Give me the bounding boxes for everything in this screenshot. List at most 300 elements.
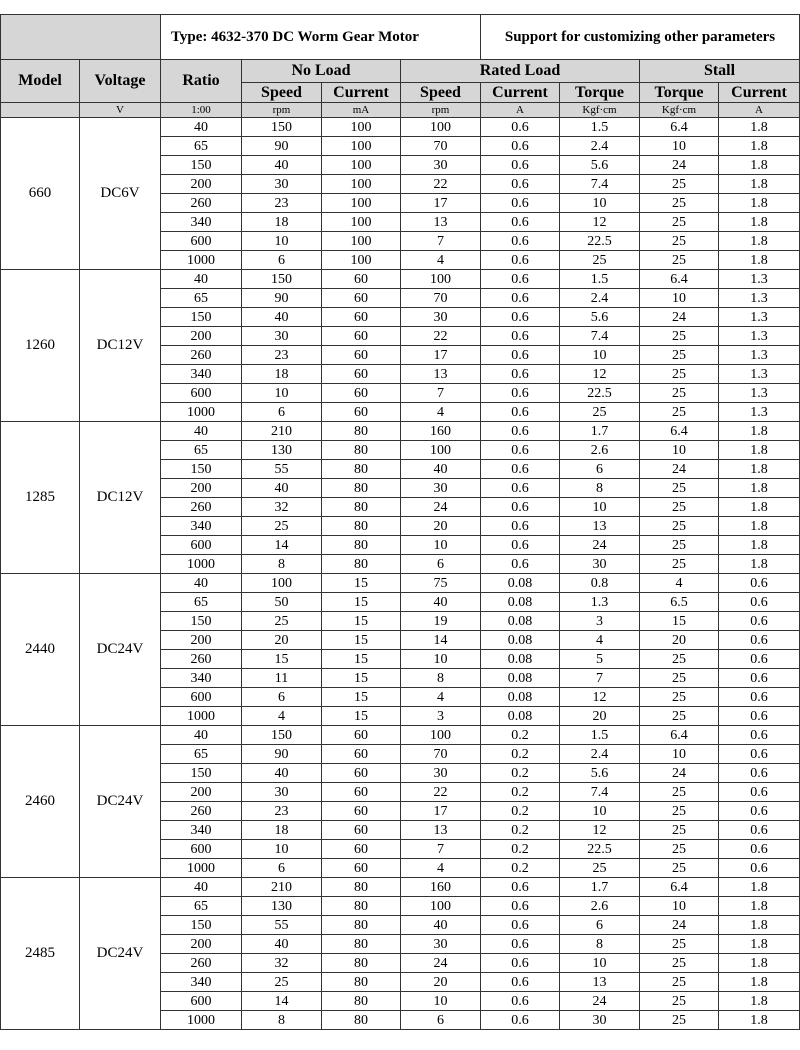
table-cell: 200 [161,327,242,346]
col-header-ratio: Ratio [161,60,242,103]
table-cell: 65 [161,745,242,764]
table-cell: 1.7 [560,878,640,897]
table-cell: 600 [161,992,242,1011]
table-cell: 0.6 [481,460,560,479]
table-cell: 10 [242,232,322,251]
table-cell: 1.7 [560,422,640,441]
type-title: Type: 4632-370 DC Worm Gear Motor [161,15,481,60]
table-cell: 30 [401,764,481,783]
table-cell: 25 [640,403,719,422]
table-cell: 25 [242,612,322,631]
table-cell: 8 [242,555,322,574]
table-cell: 340 [161,517,242,536]
table-cell: 0.6 [481,992,560,1011]
table-cell: 0.6 [481,897,560,916]
table-cell: 25 [640,669,719,688]
table-cell: 210 [242,422,322,441]
table-cell: 7 [560,669,640,688]
table-cell: 6.5 [640,593,719,612]
table-cell: 13 [401,213,481,232]
table-cell: 30 [401,308,481,327]
table-cell: 0.6 [481,213,560,232]
table-cell: 60 [322,270,401,289]
table-cell: 0.6 [481,251,560,270]
table-cell: 5 [560,650,640,669]
table-cell: 1000 [161,555,242,574]
table-cell: 100 [401,270,481,289]
table-cell: 150 [161,916,242,935]
col-header-model: Model [1,60,80,103]
table-cell: 8 [401,669,481,688]
table-cell: 25 [640,251,719,270]
table-cell: 70 [401,289,481,308]
unit-cell: mA [322,103,401,118]
table-cell: 30 [242,783,322,802]
table-cell: 6 [560,460,640,479]
table-cell: 7 [401,840,481,859]
table-row [1,878,800,897]
table-cell: 10 [242,384,322,403]
table-cell: 0.2 [481,726,560,745]
table-cell: 0.08 [481,612,560,631]
sub-header-rated-current: Current [481,83,560,103]
table-cell: 0.6 [481,422,560,441]
table-cell: 25 [640,688,719,707]
table-cell: 600 [161,536,242,555]
table-cell: 10 [401,650,481,669]
table-cell: 2.6 [560,441,640,460]
table-cell: 12 [560,213,640,232]
table-cell: 150 [161,764,242,783]
table-cell: 24 [640,308,719,327]
table-cell: 100 [322,213,401,232]
table-cell: 1000 [161,707,242,726]
table-cell: 6.4 [640,878,719,897]
table-cell: 65 [161,897,242,916]
table-cell: 22 [401,327,481,346]
table-cell: 20 [401,973,481,992]
table-cell: 1.8 [719,973,800,992]
spec-table [0,14,800,1030]
table-cell: 0.6 [481,270,560,289]
table-cell: 1.3 [719,384,800,403]
table-cell: 60 [322,745,401,764]
table-cell: 0.6 [719,821,800,840]
table-cell: 200 [161,783,242,802]
sub-header-stall-torque: Torque [640,83,719,103]
table-cell: 40 [401,593,481,612]
table-cell: 25 [640,783,719,802]
table-cell: 0.2 [481,859,560,878]
table-cell: 10 [242,840,322,859]
table-cell: 1.8 [719,517,800,536]
table-cell: 6 [242,688,322,707]
table-row [1,422,800,441]
table-cell: 18 [242,365,322,384]
model-cell: 1285 [1,422,80,574]
table-cell: 1.3 [719,270,800,289]
table-cell: 25 [640,365,719,384]
table-cell: 15 [322,707,401,726]
unit-cell-blank [1,103,80,118]
table-cell: 6 [242,403,322,422]
voltage-cell: DC12V [80,422,161,574]
table-cell: 6.4 [640,270,719,289]
table-cell: 30 [560,555,640,574]
unit-cell: A [719,103,800,118]
table-cell: 260 [161,194,242,213]
table-cell: 24 [401,954,481,973]
table-cell: 25 [640,213,719,232]
table-cell: 600 [161,384,242,403]
group-header-stall: Stall [640,60,800,83]
table-cell: 160 [401,878,481,897]
voltage-cell: DC24V [80,574,161,726]
table-cell: 260 [161,802,242,821]
table-cell: 0.2 [481,783,560,802]
table-cell: 60 [322,346,401,365]
table-cell: 11 [242,669,322,688]
table-cell: 0.6 [719,764,800,783]
table-cell: 80 [322,935,401,954]
table-cell: 1.8 [719,232,800,251]
table-cell: 24 [640,156,719,175]
table-cell: 0.6 [719,669,800,688]
table-cell: 10 [401,992,481,1011]
table-cell: 0.8 [560,574,640,593]
model-cell: 1260 [1,270,80,422]
table-cell: 17 [401,802,481,821]
table-cell: 80 [322,992,401,1011]
table-cell: 10 [560,954,640,973]
table-cell: 6.4 [640,118,719,137]
table-cell: 8 [560,935,640,954]
table-cell: 8 [242,1011,322,1030]
table-cell: 40 [242,935,322,954]
table-cell: 10 [640,289,719,308]
table-cell: 0.2 [481,802,560,821]
table-cell: 15 [322,688,401,707]
table-cell: 80 [322,498,401,517]
table-cell: 24 [560,992,640,1011]
sub-header-rated-torque: Torque [560,83,640,103]
table-cell: 10 [640,897,719,916]
table-cell: 80 [322,422,401,441]
table-cell: 80 [322,460,401,479]
table-cell: 25 [640,992,719,1011]
table-cell: 40 [161,118,242,137]
table-cell: 25 [640,346,719,365]
table-cell: 30 [401,935,481,954]
col-header-voltage: Voltage [80,60,161,103]
table-cell: 0.08 [481,631,560,650]
table-cell: 100 [322,232,401,251]
table-cell: 40 [161,422,242,441]
table-cell: 0.6 [481,346,560,365]
table-cell: 1.3 [719,365,800,384]
table-cell: 7.4 [560,175,640,194]
table-cell: 15 [640,612,719,631]
table-cell: 1.8 [719,536,800,555]
table-cell: 12 [560,821,640,840]
table-cell: 17 [401,194,481,213]
table-cell: 60 [322,726,401,745]
table-cell: 60 [322,783,401,802]
table-cell: 25 [640,232,719,251]
table-cell: 1.5 [560,726,640,745]
table-cell: 1.8 [719,194,800,213]
table-cell: 150 [161,308,242,327]
table-cell: 40 [242,479,322,498]
table-cell: 22 [401,175,481,194]
table-cell: 1.8 [719,460,800,479]
table-cell: 100 [401,118,481,137]
table-cell: 20 [401,517,481,536]
table-cell: 6.4 [640,422,719,441]
table-cell: 6.4 [640,726,719,745]
table-cell: 6 [242,859,322,878]
sub-header-rated-speed: Speed [401,83,481,103]
table-cell: 13 [560,973,640,992]
model-cell: 2485 [1,878,80,1030]
table-cell: 15 [322,669,401,688]
voltage-cell: DC6V [80,118,161,270]
table-cell: 5.6 [560,764,640,783]
table-cell: 10 [640,137,719,156]
table-cell: 65 [161,137,242,156]
voltage-cell: DC24V [80,726,161,878]
table-cell: 80 [322,878,401,897]
table-cell: 7 [401,384,481,403]
table-cell: 15 [322,650,401,669]
table-cell: 260 [161,498,242,517]
table-cell: 0.6 [481,137,560,156]
table-cell: 30 [242,175,322,194]
table-cell: 200 [161,631,242,650]
table-cell: 90 [242,745,322,764]
table-cell: 65 [161,593,242,612]
table-cell: 1.8 [719,935,800,954]
table-cell: 0.6 [481,232,560,251]
table-cell: 1.8 [719,1011,800,1030]
table-cell: 65 [161,441,242,460]
table-cell: 18 [242,821,322,840]
table-cell: 150 [242,726,322,745]
table-cell: 100 [322,137,401,156]
table-cell: 0.08 [481,688,560,707]
table-cell: 15 [322,631,401,650]
table-cell: 340 [161,821,242,840]
table-cell: 25 [640,175,719,194]
table-cell: 0.08 [481,574,560,593]
table-cell: 25 [560,251,640,270]
table-cell: 100 [242,574,322,593]
sub-header-noload-speed: Speed [242,83,322,103]
table-cell: 160 [401,422,481,441]
group-header-no-load: No Load [242,60,401,83]
table-cell: 30 [560,1011,640,1030]
table-cell: 32 [242,498,322,517]
table-cell: 100 [322,194,401,213]
table-cell: 150 [242,270,322,289]
table-cell: 25 [640,821,719,840]
table-cell: 20 [242,631,322,650]
table-cell: 0.08 [481,707,560,726]
table-cell: 2.6 [560,897,640,916]
blank-header-cell [1,15,161,60]
table-cell: 1.8 [719,992,800,1011]
table-cell: 6 [401,1011,481,1030]
table-cell: 0.6 [719,688,800,707]
table-cell: 55 [242,460,322,479]
table-cell: 22.5 [560,232,640,251]
table-cell: 1.5 [560,118,640,137]
unit-cell: Kgf·cm [560,103,640,118]
table-cell: 7.4 [560,783,640,802]
table-cell: 50 [242,593,322,612]
table-cell: 55 [242,916,322,935]
table-cell: 1.8 [719,479,800,498]
table-cell: 20 [640,631,719,650]
table-cell: 0.6 [481,916,560,935]
table-cell: 14 [242,536,322,555]
table-cell: 600 [161,840,242,859]
table-cell: 5.6 [560,308,640,327]
table-cell: 1.8 [719,878,800,897]
customize-note: Support for customizing other parameters [481,15,800,60]
table-cell: 150 [161,156,242,175]
table-cell: 70 [401,745,481,764]
group-header-rated-load: Rated Load [401,60,640,83]
table-cell: 100 [401,897,481,916]
table-cell: 0.6 [719,707,800,726]
table-cell: 15 [322,574,401,593]
table-cell: 1.8 [719,251,800,270]
table-cell: 12 [560,688,640,707]
table-cell: 23 [242,346,322,365]
table-cell: 24 [560,536,640,555]
table-cell: 600 [161,232,242,251]
table-cell: 4 [401,251,481,270]
table-cell: 0.6 [719,650,800,669]
table-cell: 4 [401,403,481,422]
voltage-cell: DC24V [80,878,161,1030]
table-cell: 1.8 [719,441,800,460]
table-cell: 0.6 [481,973,560,992]
table-cell: 25 [640,954,719,973]
table-cell: 14 [401,631,481,650]
table-cell: 22.5 [560,840,640,859]
table-cell: 23 [242,194,322,213]
table-cell: 65 [161,289,242,308]
table-cell: 0.6 [481,954,560,973]
table-cell: 1.5 [560,270,640,289]
table-cell: 60 [322,327,401,346]
table-cell: 25 [640,517,719,536]
table-row [1,118,800,137]
table-cell: 24 [640,916,719,935]
unit-cell: Kgf·cm [640,103,719,118]
table-cell: 40 [401,460,481,479]
table-cell: 25 [242,517,322,536]
table-cell: 80 [322,555,401,574]
table-cell: 60 [322,802,401,821]
table-cell: 0.6 [719,802,800,821]
table-cell: 40 [161,878,242,897]
table-cell: 150 [242,118,322,137]
voltage-cell: DC12V [80,270,161,422]
table-row [1,574,800,593]
table-cell: 1.8 [719,555,800,574]
table-cell: 0.6 [481,1011,560,1030]
table-cell: 6 [401,555,481,574]
table-cell: 40 [242,156,322,175]
table-cell: 15 [322,612,401,631]
table-cell: 60 [322,384,401,403]
table-cell: 0.6 [481,156,560,175]
table-cell: 80 [322,973,401,992]
table-cell: 80 [322,916,401,935]
table-cell: 25 [640,327,719,346]
table-cell: 260 [161,650,242,669]
table-cell: 10 [560,346,640,365]
table-cell: 0.6 [481,327,560,346]
table-cell: 60 [322,821,401,840]
table-cell: 0.6 [719,612,800,631]
table-cell: 100 [322,175,401,194]
table-cell: 0.6 [481,935,560,954]
table-cell: 4 [640,574,719,593]
table-cell: 1.8 [719,897,800,916]
unit-cell: rpm [242,103,322,118]
table-cell: 25 [640,707,719,726]
table-cell: 25 [640,935,719,954]
table-cell: 0.6 [481,498,560,517]
table-cell: 60 [322,289,401,308]
table-cell: 0.08 [481,669,560,688]
table-cell: 19 [401,612,481,631]
table-cell: 90 [242,289,322,308]
table-cell: 30 [242,327,322,346]
table-cell: 200 [161,935,242,954]
table-cell: 0.6 [481,175,560,194]
table-cell: 80 [322,479,401,498]
table-cell: 8 [560,479,640,498]
sub-header-noload-current: Current [322,83,401,103]
table-cell: 0.6 [481,194,560,213]
table-cell: 0.2 [481,764,560,783]
table-cell: 0.6 [481,365,560,384]
table-cell: 40 [161,574,242,593]
table-cell: 1.3 [719,327,800,346]
table-cell: 25 [640,536,719,555]
table-cell: 25 [640,859,719,878]
table-cell: 10 [560,194,640,213]
table-cell: 0.6 [719,783,800,802]
table-cell: 1.8 [719,916,800,935]
table-cell: 30 [401,479,481,498]
table-cell: 70 [401,137,481,156]
table-cell: 80 [322,954,401,973]
spec-table-body [1,118,800,1030]
table-cell: 0.2 [481,821,560,840]
table-row [1,270,800,289]
table-cell: 260 [161,346,242,365]
table-cell: 3 [560,612,640,631]
table-cell: 60 [322,365,401,384]
table-cell: 0.2 [481,745,560,764]
sub-header-stall-current: Current [719,83,800,103]
